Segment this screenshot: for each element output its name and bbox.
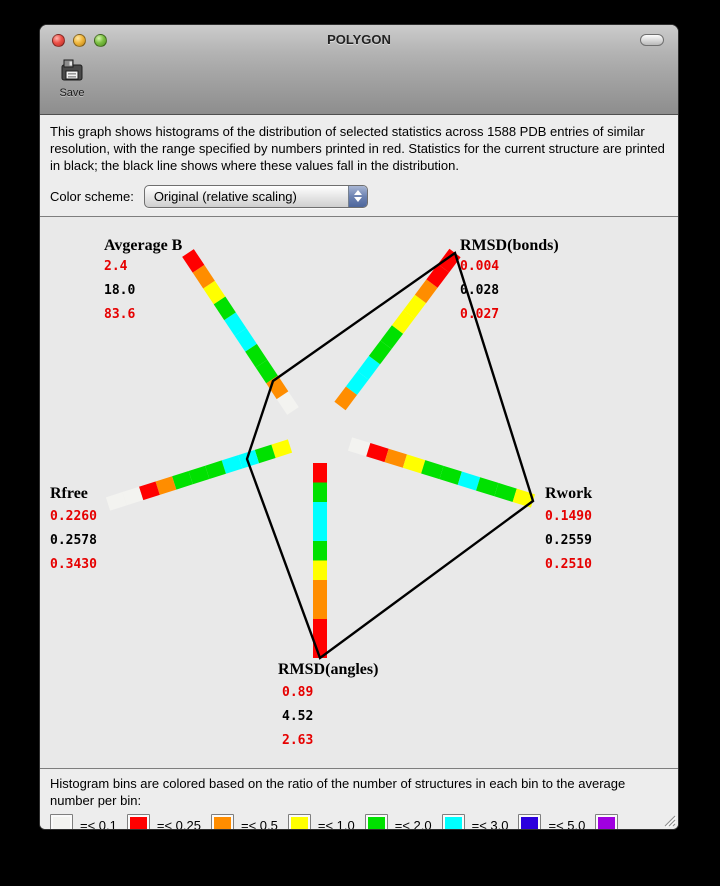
save-icon: [59, 57, 85, 83]
legend-bin-label: =< 0.25: [156, 818, 201, 830]
histogram-bin-cyan: [230, 316, 241, 332]
axis-value-min: 0.2260: [50, 509, 97, 524]
histogram-bin-cyan: [352, 375, 364, 390]
axis-title-avgerage-b: Avgerage B: [104, 237, 183, 254]
axis-value-current: 0.2578: [50, 533, 97, 548]
legend-swatch-yellow: [288, 814, 311, 830]
histogram-bin-yellow: [209, 285, 220, 301]
legend-bin-label: =< 2.0: [394, 818, 432, 830]
legend-swatch-green: [365, 814, 388, 830]
histogram-bin-red: [188, 253, 199, 269]
histogram-bin-green: [423, 467, 441, 473]
histogram-bin-green: [257, 451, 274, 456]
color-scheme-label: Color scheme:: [50, 188, 134, 204]
axis-value-current: 4.52: [282, 709, 314, 724]
axis-value-max: 83.6: [104, 307, 136, 322]
plot-area: [40, 216, 678, 769]
histogram-bin-orange: [387, 455, 405, 461]
axis-value-max: 2.63: [282, 733, 314, 748]
histogram-bin-cyan: [460, 478, 478, 484]
legend-bin-label: =< 0.5: [240, 818, 278, 830]
toolbar: [40, 53, 678, 114]
legend-swatch-orange: [211, 814, 234, 830]
color-scheme-row: [40, 178, 678, 216]
axis-title-rmsd-bonds-: RMSD(bonds): [460, 237, 559, 254]
dropdown-arrows-icon: [348, 186, 367, 207]
histogram-bin-white: [283, 395, 294, 411]
histogram-bin-green: [251, 348, 262, 364]
histogram-bin-white: [125, 493, 142, 498]
histogram-bin-yellow: [409, 299, 421, 314]
histogram-bin-orange: [421, 284, 433, 299]
title-bar[interactable]: [40, 25, 678, 53]
histogram-bin-orange: [158, 483, 175, 488]
histogram-bin-green: [207, 467, 224, 472]
axis-value-current: 0.2559: [545, 533, 592, 548]
legend-bin-label: =< 0.1: [80, 818, 117, 830]
description-text: This graph shows histograms of the distribution of selected statistics across 1588 PDB entries of similar resolution, with the range specified by numbers printed in red. Statistics for the current structure are printed in black; the black line shows where these values fall in the distribution.: [50, 124, 665, 173]
histogram-bin-green: [496, 490, 514, 496]
axis-value-current: 0.028: [460, 283, 500, 298]
histogram-bin-yellow: [273, 446, 290, 451]
save-button-label: Save: [59, 87, 85, 99]
legend-swatch-white: [50, 814, 73, 830]
histogram-bin-green: [220, 300, 231, 316]
histogram-bin-orange: [199, 269, 210, 285]
histogram-bin-cyan: [224, 462, 241, 467]
histogram-bin-green: [478, 484, 496, 490]
axis-value-max: 0.027: [460, 307, 500, 322]
histogram-bin-red: [368, 450, 386, 456]
window-content: [40, 115, 678, 829]
legend-swatch-cyan: [442, 814, 465, 830]
window-title: POLYGON: [327, 32, 391, 47]
legend-bin-label: =< 5.0: [548, 818, 586, 830]
axis-value-current: 18.0: [104, 283, 136, 298]
histogram-bin-yellow: [398, 314, 410, 329]
legend-bins: [50, 814, 668, 830]
histogram-bin-green: [262, 364, 273, 380]
polygon-window: [39, 24, 679, 830]
axis-value-max: 0.2510: [545, 557, 592, 572]
legend-swatch-red: [127, 814, 150, 830]
histogram-bin-cyan: [241, 332, 252, 348]
histogram-bin-green: [191, 472, 208, 477]
axis-value-min: 0.004: [460, 259, 500, 274]
histogram-bin-green: [174, 478, 191, 483]
histogram-bin-red: [432, 268, 444, 283]
window-chrome: [40, 25, 678, 115]
histogram-bin-white: [350, 444, 368, 450]
color-scheme-dropdown[interactable]: [144, 185, 368, 208]
histogram-bin-green: [442, 473, 460, 479]
histogram-bin-orange: [340, 391, 352, 406]
legend-swatch-purple: [595, 814, 618, 830]
axis-title-rmsd-angles-: RMSD(angles): [278, 661, 379, 678]
histogram-bin-yellow: [405, 461, 423, 467]
axis-value-max: 0.3430: [50, 557, 97, 572]
legend-bin-label: =< 3.0: [471, 818, 509, 830]
save-button[interactable]: [50, 55, 94, 109]
legend-bin-label: =< 1.0: [317, 818, 355, 830]
axis-value-min: 0.1490: [545, 509, 592, 524]
legend-text: Histogram bins are colored based on the ratio of the number of structures in each bin to the average number per bin:: [50, 776, 626, 808]
histogram-bin-white: [108, 499, 125, 504]
axis-value-min: 0.89: [282, 685, 314, 700]
axis-title-rwork: Rwork: [545, 485, 593, 502]
color-scheme-selected-value: Original (relative scaling): [153, 188, 297, 204]
legend-panel: [40, 769, 678, 830]
axis-value-min: 2.4: [104, 259, 128, 274]
resize-grip[interactable]: [663, 814, 676, 827]
axis-title-rfree: Rfree: [50, 485, 88, 502]
histogram-bin-red: [141, 488, 158, 493]
histogram-bin-cyan: [363, 360, 375, 375]
legend-swatch-blue: [518, 814, 541, 830]
histogram-bin-green: [375, 345, 387, 360]
histogram-bin-green: [386, 330, 398, 345]
toolbar-toggle-button[interactable]: [640, 34, 664, 46]
